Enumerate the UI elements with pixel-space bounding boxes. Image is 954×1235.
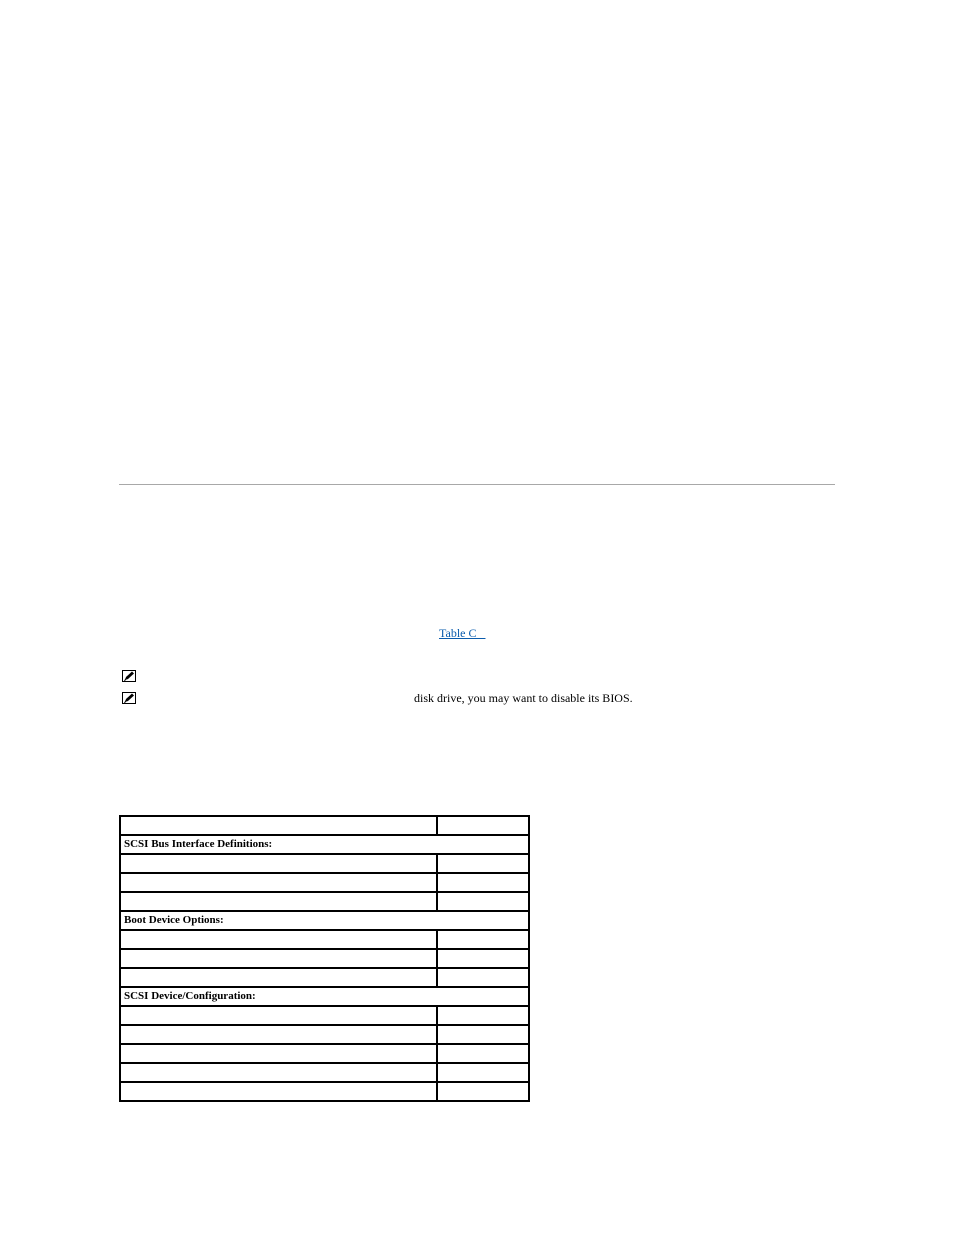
table-row	[120, 1006, 529, 1025]
table-row	[120, 949, 529, 968]
note-icon	[122, 670, 136, 682]
setting-cell	[120, 949, 437, 968]
scsi-settings-table	[119, 815, 530, 1102]
table-row	[120, 968, 529, 987]
section-heading: SCSI Bus Interface Definitions:	[120, 835, 529, 854]
setting-cell	[120, 930, 437, 949]
setting-cell	[120, 1025, 437, 1044]
table-c-link[interactable]: Table C	[439, 626, 486, 640]
value-cell	[437, 1025, 529, 1044]
setting-cell	[120, 1044, 437, 1063]
value-cell	[437, 1063, 529, 1082]
setting-cell	[120, 892, 437, 911]
value-cell	[437, 873, 529, 892]
value-cell	[437, 1044, 529, 1063]
value-cell	[437, 949, 529, 968]
table-section-row	[120, 835, 529, 854]
table-row	[120, 1044, 529, 1063]
table-row	[120, 1063, 529, 1082]
setting-cell	[120, 968, 437, 987]
value-cell	[437, 816, 529, 835]
horizontal-rule	[119, 484, 835, 485]
value-cell	[437, 1082, 529, 1101]
value-cell	[437, 968, 529, 987]
table-row	[120, 1082, 529, 1101]
setting-cell	[120, 1006, 437, 1025]
note-text: disk drive, you may want to disable its BIOS.	[414, 691, 633, 705]
setting-cell	[120, 854, 437, 873]
setting-cell	[120, 1082, 437, 1101]
table-section-row	[120, 911, 529, 930]
setting-cell	[120, 1063, 437, 1082]
table-row	[120, 854, 529, 873]
value-cell	[437, 854, 529, 873]
value-cell	[437, 930, 529, 949]
table-page-cutoff	[119, 1106, 528, 1110]
setting-cell	[120, 873, 437, 892]
table-row	[120, 1025, 529, 1044]
table-section-row	[120, 987, 529, 1006]
table-row	[120, 930, 529, 949]
value-cell	[437, 892, 529, 911]
table-row	[120, 873, 529, 892]
setting-cell	[120, 816, 437, 835]
value-cell	[437, 1006, 529, 1025]
note-icon	[122, 692, 136, 704]
section-heading: Boot Device Options:	[120, 911, 529, 930]
table-row	[120, 816, 529, 835]
section-heading: SCSI Device/Configuration:	[120, 987, 529, 1006]
table-row	[120, 892, 529, 911]
